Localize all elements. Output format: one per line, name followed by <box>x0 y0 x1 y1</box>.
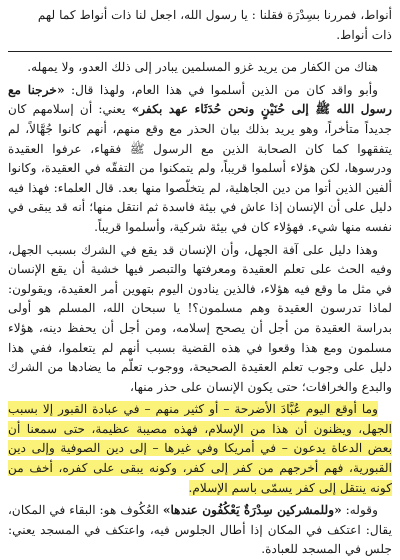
section-separator <box>8 51 392 52</box>
paragraph-text: وهذا دليل على آفة الجهل، وأن الإنسان قد يقع في الشرك بسبب الجهل، وفيه الحث على تعلم العقيدة ومعرفتها والتبصر فيها خشية أن يقع الإنسان في مثل ما وقع فيه هؤلاء، فالذين ينادون اليوم بتهوين أمر العقيدة، ويقولون: لماذا تدرسون العقيدة وهم مسلمون؟! يا سبحان الله، المسلم هو أولى بدراسة العقيدة من أجل أن يصحح إسلامه، ومن أجل أن يحفظ دينه، هؤلاء مسلمون ومع هذا وقعوا في هذه القضية بسبب أنهم لم يتعلموا، ففي هذا دليل على وجوب تعلم العقيدة الصحيحة، ووجوب تعلّم ما يضادها من الشرك والبدع والخرافات؛ حتى يكون الإنسان على حذر منها، <box>8 242 392 394</box>
paragraph-text: هناك من الكفار من يريد غزو المسلمين يبادر إلى ذلك العدو، ولا يمهله. <box>27 60 378 75</box>
commentary-body <box>8 58 392 560</box>
paragraph-p2 <box>8 81 392 238</box>
highlighted-text: وما أوقع اليوم عُبَّادَ الأضرحة – أو كثير منهم – في عبادة القبور إلا بسبب الجهل، ويظنون أن هذا من الإسلام، فهذه مصيبة عظيمة، حتى سمعنا أن بعض الدعاة يدعون – في أمريكا وفي غيرها – إلى دين الصوفية وإلى دين القبورية، فهم أخرجهم من كفر إلى كفر، وكونه يبقى على كفره، أخف من كونه ينتقل إلى كفر يسمّى باسم الإسلام. <box>8 402 392 495</box>
paragraph-text: وأبو واقد كان من الذين أسلموا في هذا العام، ولهذا قال: <box>64 82 378 97</box>
paragraph-text: يعني: أن إسلامهم كان جديداً متأخراً، وهو يريد بذلك بيان الحذر مع وقع منهم، أنهم كانوا جُهَّالاً، لم يتفقهوا كما كان الصحابة الذين مع الرسول ﷺ فقهاء، عرفوا العقيدة ودرسوها، لكن هؤلاء أسلموا قريباً، ولم يتمكنوا من التفقّه في العقيدة، وكانوا ألفين الذين أتوا من دين الجاهلية، لم يتخلّصوا منها بعد. قال العلماء: فهذا فيه دليل على أن الإنسان إذا عاش في بيئة فاسدة ثم انتقل منها؛ أنه قد يبقى في نفسه منها شيء. فهؤلاء كان في بيئة شركية، وأسلموا قريباً. <box>8 102 392 234</box>
paragraph-p5 <box>8 501 392 560</box>
paragraph-text: العُكُوف هو: البقاء في المكان، يقال: اعتكف في المكان إذا أطال الجلوس فيه، واعتكف في المسجد يعني: جلس في المسجد للعبادة. <box>8 503 392 557</box>
quoted-hadith-text: «وللمشركين سِدْرَةٌ يَعْكُفُون عندها» <box>162 503 342 518</box>
paragraph-p4 <box>8 400 392 498</box>
continued-text-block <box>8 6 392 45</box>
paragraph-text: وقوله: <box>341 503 378 518</box>
paragraph-p1 <box>8 58 392 78</box>
continued-text-line-2: ذات أنواط. <box>336 27 392 42</box>
paragraph-p3 <box>8 241 392 398</box>
continued-text-line-1: أنواط، فمررنا بسِدْرَة فقلنا : يا رسول الله، اجعل لنا ذات أنواط كما لهم <box>37 8 392 22</box>
quoted-hadith-text: «خرجنا مع رسول الله ﷺ إلى حُنَيْنٍ ونحن حُدَثَاء عهد بكفر» <box>8 82 392 117</box>
